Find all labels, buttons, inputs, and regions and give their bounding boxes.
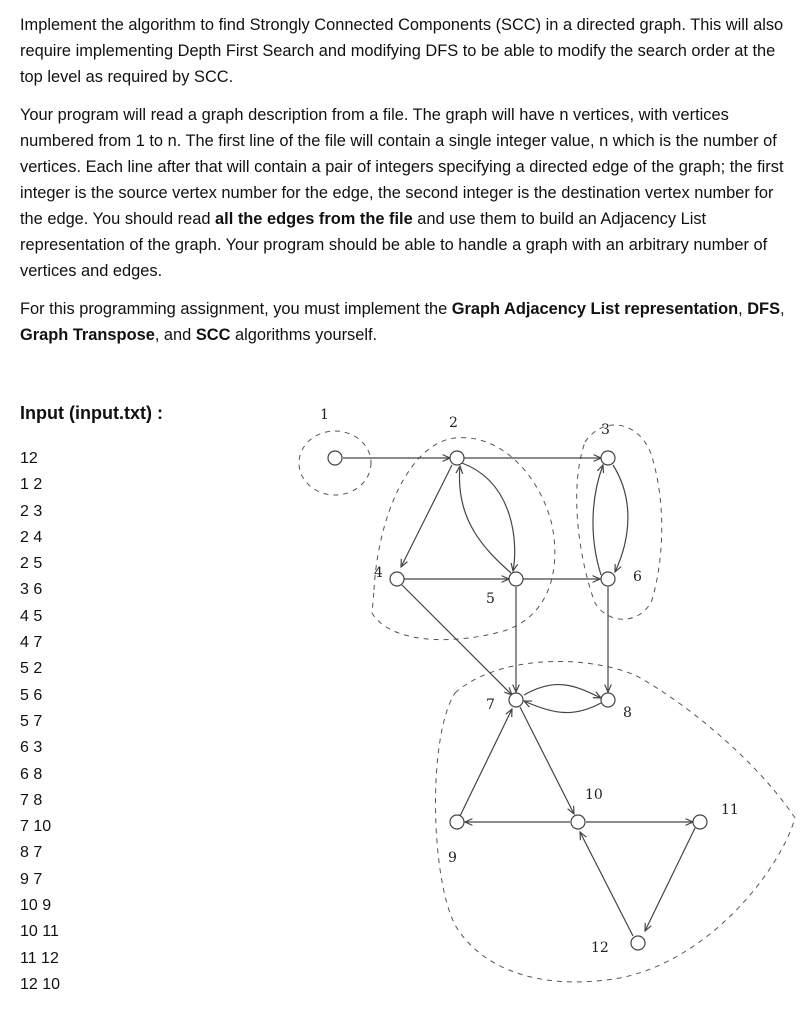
edge-4-7 bbox=[402, 585, 512, 695]
vertex-label-9: 9 bbox=[448, 850, 457, 866]
vertex-8 bbox=[601, 693, 615, 707]
input-line: 5 7 bbox=[20, 712, 43, 730]
input-description-text-a: Your program will read a graph description from a file. The graph will have n vertices, with vertices numbered from 1 to n. The first line of the file will contain a single integer value, n which is the number of vertices. Each line after that will contain a pair of integers specifying a directed edge of the graph; the first integer is the source vertex number for the edge, the second integer is the destination vertex number for the edge. You should read bbox=[20, 106, 784, 228]
vertex-label-7: 7 bbox=[486, 697, 495, 713]
input-line: 7 10 bbox=[20, 818, 52, 836]
vertex-2 bbox=[450, 451, 464, 465]
vertex-12 bbox=[631, 936, 645, 950]
vertex-label-5: 5 bbox=[486, 591, 495, 607]
component-boundary-3-6 bbox=[577, 425, 662, 619]
requirements-sep-1: , bbox=[738, 300, 748, 318]
edge-6-3 bbox=[593, 465, 603, 575]
input-line: 10 9 bbox=[20, 897, 52, 915]
requirements-sep-2: , bbox=[780, 300, 785, 318]
input-line: 6 3 bbox=[20, 739, 43, 757]
vertex-label-8: 8 bbox=[623, 705, 632, 721]
edge-11-12 bbox=[645, 828, 695, 931]
input-line: 9 7 bbox=[20, 870, 43, 888]
input-line: 11 12 bbox=[20, 949, 59, 967]
requirements-sep-3: , and bbox=[154, 326, 196, 344]
edge-12-10 bbox=[580, 832, 633, 936]
component-boundary-2-4-5 bbox=[372, 438, 555, 640]
adjacency-list-emphasis: Graph Adjacency List representation bbox=[451, 300, 739, 318]
requirements-text-end: algorithms yourself. bbox=[230, 326, 378, 344]
edge-5-2 bbox=[459, 466, 511, 573]
vertex-label-4: 4 bbox=[374, 565, 383, 581]
input-line: 2 5 bbox=[20, 555, 43, 573]
scc-emphasis: SCC bbox=[195, 326, 231, 344]
edge-7-8 bbox=[524, 685, 601, 698]
scc-graph-diagram bbox=[290, 395, 800, 1000]
input-line: 2 3 bbox=[20, 502, 43, 520]
dfs-emphasis: DFS bbox=[747, 300, 781, 318]
input-line: 7 8 bbox=[20, 791, 43, 809]
input-line: 3 6 bbox=[20, 581, 43, 599]
input-line: 1 2 bbox=[20, 476, 43, 494]
edge-7-10 bbox=[520, 707, 574, 814]
edge-2-4 bbox=[401, 465, 452, 567]
vertex-5 bbox=[509, 572, 523, 586]
vertex-10 bbox=[571, 815, 585, 829]
input-line: 4 7 bbox=[20, 634, 43, 652]
input-description-text-c: and use them to build an Adjacency List representation of the graph. Your program should be able to handle a graph with an arbitrary number of vertices and edges. bbox=[20, 210, 768, 280]
intro-text: Implement the algorithm to find Strongly Connected Components (SCC) in a directed graph. This will also require implementing Depth First Search and modifying DFS to be able to modify the search order at the top level as required by SCC. bbox=[20, 16, 784, 86]
edge-8-7 bbox=[524, 701, 601, 713]
requirements-paragraph bbox=[20, 296, 790, 348]
vertex-label-12: 12 bbox=[591, 940, 609, 956]
vertex-label-6: 6 bbox=[633, 569, 642, 585]
vertex-1 bbox=[328, 451, 342, 465]
input-line: 5 6 bbox=[20, 686, 43, 704]
edge-9-7 bbox=[460, 709, 512, 816]
vertex-label-11: 11 bbox=[721, 802, 739, 818]
input-file-lines bbox=[20, 446, 60, 998]
input-description-paragraph bbox=[20, 102, 790, 284]
vertex-7 bbox=[509, 693, 523, 707]
all-edges-emphasis: all the edges from the file bbox=[215, 210, 413, 228]
input-line: 5 2 bbox=[20, 660, 43, 678]
vertex-11 bbox=[693, 815, 707, 829]
edge-3-6 bbox=[613, 465, 628, 572]
transpose-emphasis: Graph Transpose bbox=[20, 326, 155, 344]
vertex-label-1: 1 bbox=[320, 407, 329, 423]
vertex-label-2: 2 bbox=[449, 415, 458, 431]
vertex-9 bbox=[450, 815, 464, 829]
input-line: 12 bbox=[20, 450, 38, 467]
input-line: 8 7 bbox=[20, 844, 43, 862]
vertex-6 bbox=[601, 572, 615, 586]
vertex-3 bbox=[601, 451, 615, 465]
requirements-text-a: For this programming assignment, you must implement the bbox=[20, 300, 452, 318]
input-line: 6 8 bbox=[20, 765, 43, 783]
intro-paragraph bbox=[20, 12, 790, 90]
input-line: 12 10 bbox=[20, 975, 61, 993]
vertex-4 bbox=[390, 572, 404, 586]
edge-2-5 bbox=[462, 463, 515, 571]
input-line: 10 11 bbox=[20, 923, 59, 941]
vertex-label-10: 10 bbox=[585, 787, 603, 803]
vertex-label-3: 3 bbox=[601, 422, 610, 438]
input-line: 4 5 bbox=[20, 607, 43, 625]
input-file-heading: Input (input.txt) : bbox=[20, 403, 163, 423]
input-line: 2 4 bbox=[20, 528, 43, 546]
